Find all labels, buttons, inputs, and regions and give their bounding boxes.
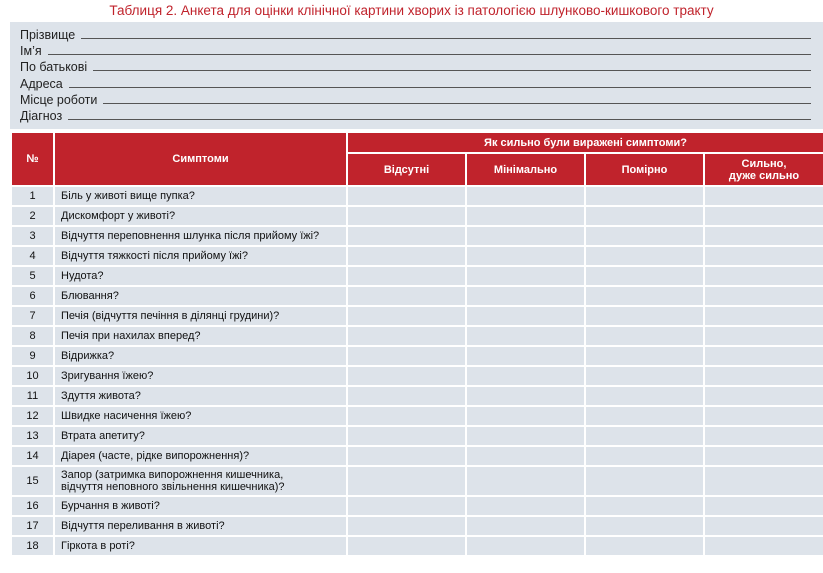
row-number: 11 — [12, 387, 53, 405]
severity-answer-cell[interactable] — [467, 227, 584, 245]
table-row — [12, 367, 823, 385]
form-field-label: Місце роботи — [20, 92, 98, 107]
severity-level-header: Відсутні — [348, 154, 465, 185]
symptom-text: Дискомфорт у животі? — [55, 207, 346, 225]
table-row — [12, 447, 823, 465]
row-number: 7 — [12, 307, 53, 325]
severity-answer-cell[interactable] — [467, 327, 584, 345]
severity-answer-cell[interactable] — [348, 467, 465, 495]
row-number: 2 — [12, 207, 53, 225]
table-row — [12, 497, 823, 515]
severity-answer-cell[interactable] — [348, 287, 465, 305]
form-field-label: Ім’я — [20, 44, 42, 59]
row-number: 8 — [12, 327, 53, 345]
row-number: 1 — [12, 187, 53, 205]
form-field-line[interactable] — [93, 70, 811, 71]
severity-answer-cell[interactable] — [467, 267, 584, 285]
symptoms-table — [10, 131, 823, 557]
severity-answer-cell[interactable] — [467, 497, 584, 515]
form-field-line[interactable] — [103, 103, 811, 104]
severity-answer-cell[interactable] — [467, 207, 584, 225]
symptom-text: Печія при нахилах вперед? — [55, 327, 346, 345]
severity-answer-cell[interactable] — [348, 427, 465, 445]
severity-answer-cell[interactable] — [467, 517, 584, 535]
severity-answer-cell[interactable] — [467, 447, 584, 465]
severity-answer-cell[interactable] — [348, 347, 465, 365]
form-field-label: Адреса — [20, 76, 63, 91]
severity-answer-cell[interactable] — [467, 537, 584, 555]
form-field-label: Прізвище — [20, 28, 76, 42]
severity-level-header: Сильно, дуже сильно — [705, 154, 823, 185]
symptom-text: Діарея (часте, рідке випорожнення)? — [55, 447, 346, 465]
severity-answer-cell[interactable] — [348, 407, 465, 425]
form-field-line[interactable] — [81, 38, 811, 39]
row-number: 5 — [12, 267, 53, 285]
severity-answer-cell[interactable] — [467, 407, 584, 425]
form-field-line[interactable] — [69, 87, 811, 88]
col-symptoms-header: Симптоми — [55, 133, 346, 185]
symptom-text: Відрижка? — [55, 347, 346, 365]
symptom-text: Відчуття переповнення шлунка після прийому їжі? — [55, 227, 346, 245]
severity-answer-cell[interactable] — [467, 367, 584, 385]
form-field-row — [20, 58, 811, 74]
severity-answer-cell[interactable] — [348, 247, 465, 265]
severity-answer-cell[interactable] — [348, 497, 465, 515]
table-row — [12, 327, 823, 345]
row-number: 18 — [12, 537, 53, 555]
row-number: 15 — [12, 467, 53, 495]
severity-answer-cell[interactable] — [348, 367, 465, 385]
severity-answer-cell[interactable] — [705, 467, 823, 495]
symptom-text: Блювання? — [55, 287, 346, 305]
symptom-text: Швидке насичення їжею? — [55, 407, 346, 425]
table-row — [12, 207, 823, 225]
severity-answer-cell[interactable] — [705, 267, 823, 285]
row-number: 12 — [12, 407, 53, 425]
severity-answer-cell[interactable] — [586, 447, 703, 465]
severity-answer-cell[interactable] — [586, 517, 703, 535]
symptom-text: Зригування їжею? — [55, 367, 346, 385]
severity-answer-cell[interactable] — [586, 407, 703, 425]
severity-answer-cell[interactable] — [705, 497, 823, 515]
form-field-row — [20, 26, 811, 42]
symptom-text: Відчуття переливання в животі? — [55, 517, 346, 535]
table-row — [12, 307, 823, 325]
severity-answer-cell[interactable] — [586, 537, 703, 555]
severity-answer-cell[interactable] — [348, 537, 465, 555]
severity-answer-cell[interactable] — [586, 347, 703, 365]
severity-answer-cell[interactable] — [586, 287, 703, 305]
symptom-text: Здуття живота? — [55, 387, 346, 405]
severity-answer-cell[interactable] — [705, 347, 823, 365]
form-field-line[interactable] — [68, 119, 811, 120]
severity-answer-cell[interactable] — [586, 387, 703, 405]
severity-answer-cell[interactable] — [705, 307, 823, 325]
severity-answer-cell[interactable] — [467, 347, 584, 365]
severity-answer-cell[interactable] — [705, 367, 823, 385]
symptom-text: Втрата апетиту? — [55, 427, 346, 445]
row-number: 3 — [12, 227, 53, 245]
severity-answer-cell[interactable] — [705, 247, 823, 265]
table-row — [12, 537, 823, 555]
table-row — [12, 247, 823, 265]
severity-answer-cell[interactable] — [348, 227, 465, 245]
symptom-text: Біль у животі вище пупка? — [55, 187, 346, 205]
table-row — [12, 287, 823, 305]
severity-answer-cell[interactable] — [586, 497, 703, 515]
severity-answer-cell[interactable] — [586, 187, 703, 205]
severity-answer-cell[interactable] — [467, 247, 584, 265]
form-field-line[interactable] — [48, 54, 811, 55]
severity-header: Як сильно були виражені симптоми? — [348, 133, 823, 152]
severity-answer-cell[interactable] — [348, 387, 465, 405]
severity-answer-cell[interactable] — [586, 467, 703, 495]
table-row — [12, 467, 823, 495]
patient-info-form — [10, 22, 823, 129]
table-row — [12, 427, 823, 445]
row-number: 10 — [12, 367, 53, 385]
severity-answer-cell[interactable] — [705, 387, 823, 405]
table-row — [12, 227, 823, 245]
severity-answer-cell[interactable] — [705, 407, 823, 425]
row-number: 14 — [12, 447, 53, 465]
table-row — [12, 267, 823, 285]
row-number: 13 — [12, 427, 53, 445]
table-row — [12, 387, 823, 405]
row-number: 6 — [12, 287, 53, 305]
symptom-text: Печія (відчуття печіння в ділянці грудини)? — [55, 307, 346, 325]
severity-answer-cell[interactable] — [586, 227, 703, 245]
severity-answer-cell[interactable] — [586, 327, 703, 345]
severity-answer-cell[interactable] — [467, 387, 584, 405]
severity-answer-cell[interactable] — [705, 227, 823, 245]
severity-answer-cell[interactable] — [467, 427, 584, 445]
severity-level-header: Мінімально — [467, 154, 584, 185]
severity-answer-cell[interactable] — [348, 517, 465, 535]
severity-answer-cell[interactable] — [705, 537, 823, 555]
severity-level-header: Помірно — [586, 154, 703, 185]
severity-answer-cell[interactable] — [586, 207, 703, 225]
form-field-row — [20, 75, 811, 91]
form-field-row — [20, 107, 811, 123]
severity-answer-cell[interactable] — [348, 327, 465, 345]
severity-answer-cell[interactable] — [586, 427, 703, 445]
severity-answer-cell[interactable] — [586, 267, 703, 285]
symptom-text: Відчуття тяжкості після прийому їжі? — [55, 247, 346, 265]
severity-answer-cell[interactable] — [705, 287, 823, 305]
severity-answer-cell[interactable] — [348, 447, 465, 465]
severity-answer-cell[interactable] — [348, 267, 465, 285]
symptom-text: Нудота? — [55, 267, 346, 285]
severity-answer-cell[interactable] — [586, 367, 703, 385]
symptom-text: Гіркота в роті? — [55, 537, 346, 555]
form-field-row — [20, 91, 811, 107]
table-row — [12, 517, 823, 535]
table-title: Таблиця 2. Анкета для оцінки клінічної картини хворих із патологією шлунково-кишкового тракту — [109, 3, 714, 18]
severity-answer-cell[interactable] — [348, 187, 465, 205]
table-row — [12, 407, 823, 425]
symptom-text: Бурчання в животі? — [55, 497, 346, 515]
severity-answer-cell[interactable] — [586, 247, 703, 265]
severity-answer-cell[interactable] — [705, 427, 823, 445]
form-field-label: Діагноз — [20, 109, 63, 123]
severity-answer-cell[interactable] — [705, 327, 823, 345]
table-row — [12, 187, 823, 205]
severity-answer-cell[interactable] — [705, 517, 823, 535]
row-number: 16 — [12, 497, 53, 515]
row-number: 9 — [12, 347, 53, 365]
severity-answer-cell[interactable] — [586, 307, 703, 325]
col-number-header: № — [12, 133, 53, 185]
table-row — [12, 347, 823, 365]
form-field-label: По батькові — [20, 60, 88, 75]
severity-answer-cell[interactable] — [348, 207, 465, 225]
row-number: 17 — [12, 517, 53, 535]
severity-answer-cell[interactable] — [467, 187, 584, 205]
severity-answer-cell[interactable] — [705, 187, 823, 205]
severity-answer-cell[interactable] — [348, 307, 465, 325]
severity-answer-cell[interactable] — [467, 467, 584, 495]
symptom-text: Запор (затримка випорожнення кишечника, відчуття неповного звільнення кишечника)? — [55, 467, 346, 495]
row-number: 4 — [12, 247, 53, 265]
form-field-row — [20, 42, 811, 58]
severity-answer-cell[interactable] — [467, 307, 584, 325]
severity-answer-cell[interactable] — [467, 287, 584, 305]
severity-answer-cell[interactable] — [705, 207, 823, 225]
severity-answer-cell[interactable] — [705, 447, 823, 465]
